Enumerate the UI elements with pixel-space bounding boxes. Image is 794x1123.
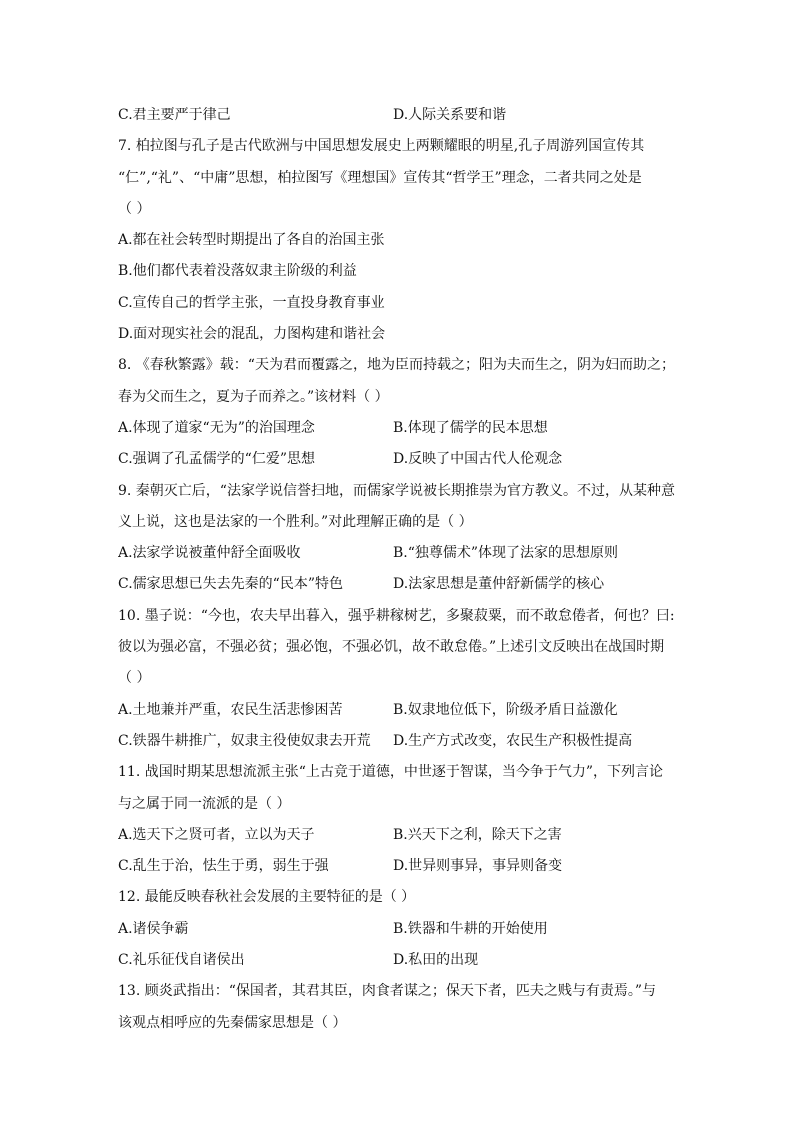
- q12-option-d: D.私田的出现: [393, 952, 479, 969]
- q8-options-row-2: [118, 444, 684, 475]
- q9-option-b: B.“独尊儒术”体现了法家的思想原则: [393, 545, 619, 562]
- q7-stem-line-3: （ ）: [118, 200, 151, 217]
- q9-option-d: D.法家思想是董仲舒新儒学的核心: [393, 576, 605, 593]
- question-8: [118, 350, 684, 475]
- q10-options-row-1: [118, 695, 684, 726]
- q6-option-d: D.人际关系要和谐: [393, 107, 507, 123]
- question-12: [118, 882, 684, 976]
- q7-option-c: C.宣传自己的哲学主张，一直投身教育事业: [118, 294, 385, 311]
- q9-stem-line-2: 义上说，这也是法家的一个胜利。”对此理解正确的是（ ）: [118, 513, 473, 530]
- q8-option-d: D.反映了中国古代人伦观念: [393, 451, 563, 468]
- question-9: [118, 476, 684, 601]
- q7-option-b: B.他们都代表着没落奴隶主阶级的利益: [118, 263, 357, 280]
- q10-option-c: C.铁器牛耕推广，奴隶主役使奴隶去开荒: [118, 732, 371, 749]
- q8-option-a: A.体现了道家“无为”的治国理念: [118, 419, 315, 436]
- q9-option-a: A.法家学说被董仲舒全面吸收: [118, 545, 301, 562]
- q6-options-row: [118, 100, 684, 131]
- q13-stem-line-1: 13. 顾炎武指出：“保国者，其君其臣，肉食者谋之；保天下者，匹夫之贱与有责焉。”与: [118, 983, 657, 1000]
- q8-stem-line-1: 8. 《春秋繁露》载：“天为君而覆露之，地为臣而持载之；阳为夫而生之，阴为妇而助之；: [118, 357, 675, 374]
- q12-options-row-1: [118, 914, 684, 945]
- q10-stem-line-1: 10. 墨子说：“今也，农夫早出暮入，强乎耕稼树艺，多聚菽粟，而不敢怠倦者，何也？曰:: [118, 607, 675, 624]
- q12-option-c: C.礼乐征伐自诸侯出: [118, 952, 245, 969]
- q7-stem-line-2: “仁”,“礼”、“中庸”思想，柏拉图写《理想国》宣传其“哲学王”理念，二者共同之处是: [118, 169, 642, 186]
- q6-option-c: C.君主要严于律己: [118, 107, 231, 123]
- q7-option-d: D.面对现实社会的混乱，力图构建和谐社会: [118, 326, 386, 343]
- q9-option-c: C.儒家思想已失去先秦的“民本”特色: [118, 576, 343, 593]
- q12-options-row-2: [118, 945, 684, 976]
- q10-option-d: D.生产方式改变，农民生产积极性提高: [393, 732, 633, 749]
- q12-stem-line-1: 12. 最能反映春秋社会发展的主要特征的是（ ）: [118, 889, 416, 906]
- question-10: [118, 601, 684, 757]
- q11-option-d: D.世异则事异，事异则备变: [393, 858, 563, 875]
- q8-option-c: C.强调了孔孟儒学的“仁爱”思想: [118, 451, 315, 468]
- q10-stem-line-2: 彼以为强必富，不强必贫；强必饱，不强必饥，故不敢怠倦。”上述引文反映出在战国时期: [118, 639, 665, 656]
- q10-stem-line-3: （ ）: [118, 670, 151, 687]
- q11-stem-line-1: 11. 战国时期某思想流派主张“上古竞于道德，中世逐于智谋，当今争于气力”，下列言论: [118, 764, 664, 781]
- q9-stem-line-1: 9. 秦朝灭亡后，“法家学说信誉扫地，而儒家学说被长期推崇为官方教义。不过，从某种意: [118, 482, 675, 499]
- q11-option-a: A.选天下之贤可者，立以为天子: [118, 826, 315, 843]
- q11-stem-line-2: 与之属于同一流派的是（ ）: [118, 795, 291, 812]
- q7-option-a: A.都在社会转型时期提出了各自的治国主张: [118, 232, 385, 249]
- question-7: [118, 131, 684, 350]
- question-11: [118, 757, 684, 882]
- q8-option-b: B.体现了儒学的民本思想: [393, 419, 548, 436]
- q11-option-c: C.乱生于治，怯生于勇，弱生于强: [118, 858, 329, 875]
- q7-stem-line-1: 7. 柏拉图与孔子是古代欧洲与中国思想发展史上两颗耀眼的明星,孔子周游列国宣传其: [118, 138, 645, 155]
- exam-page: [118, 100, 684, 1039]
- q11-option-b: B.兴天下之利，除天下之害: [393, 826, 562, 843]
- q11-options-row-2: [118, 851, 684, 882]
- question-13: [118, 976, 684, 1039]
- q10-option-b: B.奴隶地位低下，阶级矛盾日益激化: [393, 701, 618, 718]
- q10-option-a: A.土地兼并严重，农民生活悲惨困苦: [118, 701, 343, 718]
- q13-stem-line-2: 该观点相呼应的先秦儒家思想是（ ）: [118, 1014, 347, 1031]
- q9-options-row-1: [118, 538, 684, 569]
- q8-stem-line-2: 春为父而生之，夏为子而养之。”该材料（ ）: [118, 388, 389, 405]
- q10-options-row-2: [118, 726, 684, 757]
- q8-options-row-1: [118, 413, 684, 444]
- q12-option-a: A.诸侯争霸: [118, 920, 189, 937]
- q11-options-row-1: [118, 820, 684, 851]
- q12-option-b: B.铁器和牛耕的开始使用: [393, 920, 548, 937]
- q9-options-row-2: [118, 569, 684, 600]
